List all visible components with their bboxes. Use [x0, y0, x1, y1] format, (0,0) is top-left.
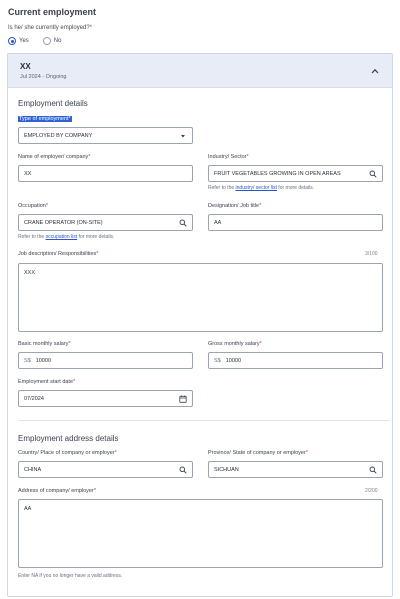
designation-label: Designation/ Job title* [208, 203, 262, 209]
industry-hint: Refer to the industry/ sector list for more details. [208, 185, 315, 191]
radio-no[interactable] [43, 37, 51, 45]
basic-salary-label: Basic monthly salary* [18, 341, 71, 347]
currency-prefix: S$ [24, 357, 31, 364]
company-address-counter: 2/200 [365, 488, 378, 494]
currency-prefix: S$ [214, 357, 221, 364]
occupation-list-link[interactable]: occupation list [45, 234, 78, 240]
company-address-label: Address of company/ employer* [18, 488, 96, 494]
type-of-employment-select[interactable]: EMPLOYED BY COMPANY [18, 127, 193, 144]
occupation-hint: Refer to the occupation list for more details. [18, 234, 115, 240]
calendar-icon[interactable] [179, 395, 187, 403]
gross-salary-label: Gross monthly salary* [208, 341, 262, 347]
employed-radio-group [8, 37, 75, 45]
start-date-input[interactable]: 07/2024 [18, 390, 193, 407]
radio-no-label[interactable]: No [53, 38, 62, 44]
start-date-label: Employment start date* [18, 379, 76, 385]
dropdown-caret-icon [179, 132, 187, 140]
industry-label: Industry/ Sector* [208, 154, 249, 160]
occupation-label: Occupation* [18, 203, 48, 209]
radio-yes-label[interactable]: Yes [19, 38, 29, 44]
job-description-counter: 3/100 [365, 251, 378, 257]
company-address-hint: Enter NA if you no longer have a valid address. [18, 573, 123, 579]
gross-salary-input[interactable]: S$ 10000 [208, 352, 383, 369]
type-of-employment-label: Type of employment* [19, 116, 71, 122]
employed-question: Is he/ she currently employed?* [8, 25, 93, 31]
radio-yes[interactable] [8, 37, 16, 45]
card-subtitle: Jul 2024 - Ongoing [20, 74, 67, 80]
search-icon[interactable] [369, 170, 377, 178]
employer-name-input[interactable]: XX [18, 165, 193, 182]
job-description-label: Job description/ Responsibilities* [18, 251, 99, 257]
search-icon[interactable] [179, 219, 187, 227]
industry-list-link[interactable]: industry/ sector list [235, 185, 277, 191]
chevron-up-icon[interactable] [371, 68, 379, 74]
occupation-input[interactable]: CRANE OPERATOR (ON-SITE) [18, 214, 193, 231]
employment-card-header[interactable] [8, 54, 392, 88]
employment-card [7, 53, 393, 597]
search-icon[interactable] [179, 466, 187, 474]
card-title: XX [20, 62, 31, 71]
job-description-textarea[interactable]: XXX [18, 263, 383, 332]
province-input[interactable]: SICHUAN [208, 461, 383, 478]
province-label: Province/ State of company or employer* [208, 450, 308, 456]
country-label: Country/ Place of company or employer* [18, 450, 117, 456]
section-title-current-employment: Current employment [8, 7, 97, 17]
employer-name-label: Name of employer/ company* [18, 154, 91, 160]
section-divider [18, 420, 390, 421]
address-details-title: Employment address details [18, 434, 119, 443]
designation-input[interactable]: AA [208, 214, 383, 231]
basic-salary-input[interactable]: S$ 10000 [18, 352, 193, 369]
country-input[interactable]: CHINA [18, 461, 193, 478]
employment-details-title: Employment details [18, 99, 88, 108]
company-address-textarea[interactable]: AA [18, 499, 383, 568]
industry-input[interactable]: FRUIT VEGETABLES GROWING IN OPEN AREAS [208, 165, 383, 182]
search-icon[interactable] [369, 466, 377, 474]
